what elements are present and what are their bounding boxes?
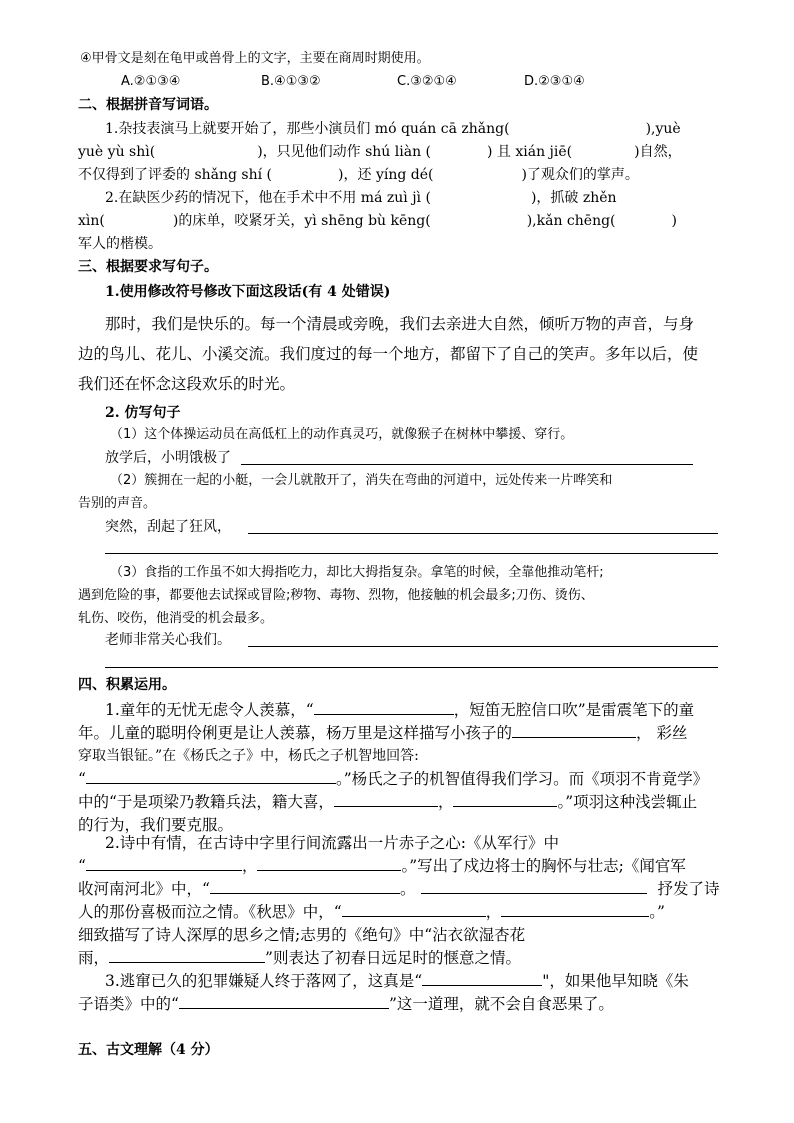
edit-paragraph-line-2: 边的鸟儿、花儿、小溪交流。我们度过的每一个地方，都留下了自己的笑声。多年以后，使 — [78, 345, 699, 363]
section-5-title: 五、古文理解（4 分） — [78, 1042, 219, 1058]
text: 子语类》中的“ — [78, 995, 179, 1013]
text: ) 且 xián jiē( — [487, 144, 573, 160]
fill-blank[interactable] — [334, 792, 438, 807]
pinyin-line-1 — [105, 119, 681, 139]
section-2-title: 二、根据拼音写词语。 — [78, 97, 218, 113]
pinyin-line-4 — [105, 188, 617, 208]
example-sentence-2b: 告别的声音。 — [78, 496, 157, 511]
text: 。” — [649, 903, 665, 921]
accumulate-line-5 — [78, 792, 697, 812]
text: ， — [485, 903, 502, 921]
example-sentence-1: （1）这个体操运动员在高低杠上的动作真灵巧，就像猴子在树林中攀援、穿行。 — [110, 427, 574, 442]
fill-blank[interactable] — [453, 792, 557, 807]
accumulate-line-8 — [78, 856, 686, 876]
answer-line[interactable] — [105, 552, 718, 554]
edit-paragraph-line-1: 那时，我们是快乐的。每一个清晨或旁晚，我们去亲进大自然，倾听万物的声音，与身 — [105, 315, 695, 333]
text: 年。儿童的聪明伶俐更是让人羡慕，杨万里是这样描写小孩子的 — [78, 724, 513, 742]
example-sentence-3a: （3）食指的工作虽不如大拇指吃力，却比大拇指复杂。拿笔的时候，全靠他推动笔杆; — [110, 565, 604, 580]
question-item-4: ④甲骨文是刻在龟甲或兽骨上的文字，主要在商周时期使用。 — [80, 51, 430, 66]
accumulate-line-3: 穿取当银钲。”在《杨氏之子》中，杨氏之子机智地回答: — [78, 748, 419, 764]
fill-blank[interactable] — [257, 856, 401, 871]
accumulate-line-7: 2.诗中有情，在古诗中字里行间流露出一片赤子之心:《从军行》中 — [105, 834, 560, 852]
text: )，抓破 zhěn — [530, 190, 617, 206]
answer-line[interactable] — [248, 645, 718, 647]
text: “ — [78, 857, 86, 875]
text: 。”写出了戍边将士的胸怀与壮志;《闻官军 — [401, 857, 686, 875]
fill-blank[interactable] — [422, 971, 542, 986]
text: ) — [671, 213, 677, 229]
text: 2.在缺医少药的情况下，他在手术中不用 má zuì jì ( — [105, 190, 431, 206]
pinyin-line-6: 军人的楷模。 — [78, 236, 162, 252]
text: )，只见他们动作 shú liàn ( — [257, 144, 431, 160]
text: 抒发了诗 — [657, 880, 720, 898]
text: ),yuè — [645, 121, 681, 137]
text: 。 — [399, 880, 416, 898]
accumulate-line-2 — [78, 723, 687, 743]
fill-blank[interactable] — [342, 902, 486, 917]
text: ， — [241, 857, 258, 875]
text: 雨， — [78, 949, 110, 967]
accumulate-line-6: 的行为，我们要克服。 — [78, 816, 234, 834]
imitate-prompt-3: 老师非常关心我们。 — [105, 632, 231, 648]
accumulate-line-14 — [78, 994, 614, 1014]
option-a: A.②①③④ — [121, 74, 181, 89]
fill-blank[interactable] — [421, 879, 647, 894]
text: 1.杂技表演马上就要开始了，那些小演员们 mó quán cā zhǎng( — [105, 121, 510, 137]
text: ， 彩丝 — [636, 724, 688, 742]
answer-line[interactable] — [241, 463, 693, 465]
option-d: D.②③①④ — [524, 74, 585, 89]
accumulate-line-1 — [105, 700, 694, 720]
fill-blank[interactable] — [109, 948, 265, 963]
imitate-prompt-1: 放学后，小明饿极了 — [105, 450, 231, 466]
example-sentence-3b: 遇到危险的事，都要他去试探或冒险;秽物、毒物、烈物，他接触的机会最多;刀伤、烫伤、 — [78, 588, 594, 603]
answer-line[interactable] — [105, 666, 718, 668]
text: 。”项羽这种浅尝辄止 — [557, 793, 698, 811]
edit-paragraph-line-3: 我们还在怀念这段欢乐的时光。 — [78, 375, 296, 393]
pinyin-line-2 — [78, 142, 682, 162]
text: 收河南河北》中，“ — [78, 880, 210, 898]
subtask-2-title: 2. 仿写句子 — [105, 405, 181, 421]
fill-blank[interactable] — [179, 994, 389, 1009]
text: 人的那份喜极而泣之情。《秋思》中，“ — [78, 903, 342, 921]
fill-blank[interactable] — [86, 769, 336, 784]
accumulate-line-9 — [78, 879, 719, 899]
text: yuè yù shì( — [78, 144, 156, 160]
example-sentence-3c: 轧伤、咬伤，他消受的机会最多。 — [78, 611, 274, 626]
fill-blank[interactable] — [314, 700, 454, 715]
section-4-title: 四、积累运用。 — [78, 677, 176, 693]
text: ”这一道理，就不会自食恶果了。 — [388, 995, 614, 1013]
fill-blank[interactable] — [501, 902, 649, 917]
text: ，短笛无腔信口吹”是雷震笔下的童 — [453, 701, 695, 719]
text: ， — [437, 793, 454, 811]
accumulate-line-11: 细致描写了诗人深厚的思乡之情;志男的《绝句》中“沾衣欲湿杏花 — [78, 926, 526, 944]
text: "，如果他早知晓《朱 — [542, 972, 689, 990]
pinyin-line-5 — [78, 211, 677, 231]
text: 不仅得到了评委的 shǎng shí ( — [78, 167, 273, 183]
accumulate-line-4 — [78, 769, 708, 789]
accumulate-line-10 — [78, 902, 665, 922]
accumulate-line-12 — [78, 948, 521, 968]
section-3-title: 三、根据要求写句子。 — [78, 259, 218, 275]
text: )自然， — [634, 144, 682, 160]
text: )，还 yíng dé( — [338, 167, 434, 183]
imitate-prompt-2: 突然，刮起了狂风， — [105, 519, 231, 535]
text: 1.童年的无忧无虑令人羡慕，“ — [105, 701, 314, 719]
pinyin-line-3 — [78, 165, 639, 185]
accumulate-line-13 — [105, 971, 689, 991]
option-b: B.④①③② — [261, 74, 321, 89]
text: ),kǎn chēng( — [526, 213, 616, 229]
fill-blank[interactable] — [512, 723, 636, 738]
text: 3.逃窜已久的犯罪嫌疑人终于落网了，这真是“ — [105, 972, 423, 990]
text: )了观众们的掌声。 — [521, 167, 639, 183]
option-c: C.③②①④ — [397, 74, 457, 89]
text: )的床单，咬紧牙关，yì shēng bù kēng( — [172, 213, 431, 229]
text: xìn( — [78, 213, 105, 229]
subtask-1-title: 1.使用修改符号修改下面这段话(有 4 处错误) — [105, 284, 391, 300]
text: ”则表达了初春日远足时的惬意之情。 — [265, 949, 521, 967]
text: “ — [78, 770, 86, 788]
example-sentence-2a: （2）簇拥在一起的小艇，一会儿就散开了，消失在弯曲的河道中，远处传来一片哗笑和 — [110, 473, 613, 488]
answer-line[interactable] — [248, 532, 718, 534]
text: 。”杨氏之子的机智值得我们学习。而《项羽不肯竟学》 — [335, 770, 709, 788]
text: 中的“于是项梁乃教籍兵法，籍大喜， — [78, 793, 334, 811]
fill-blank[interactable] — [86, 856, 242, 871]
fill-blank[interactable] — [210, 879, 400, 894]
